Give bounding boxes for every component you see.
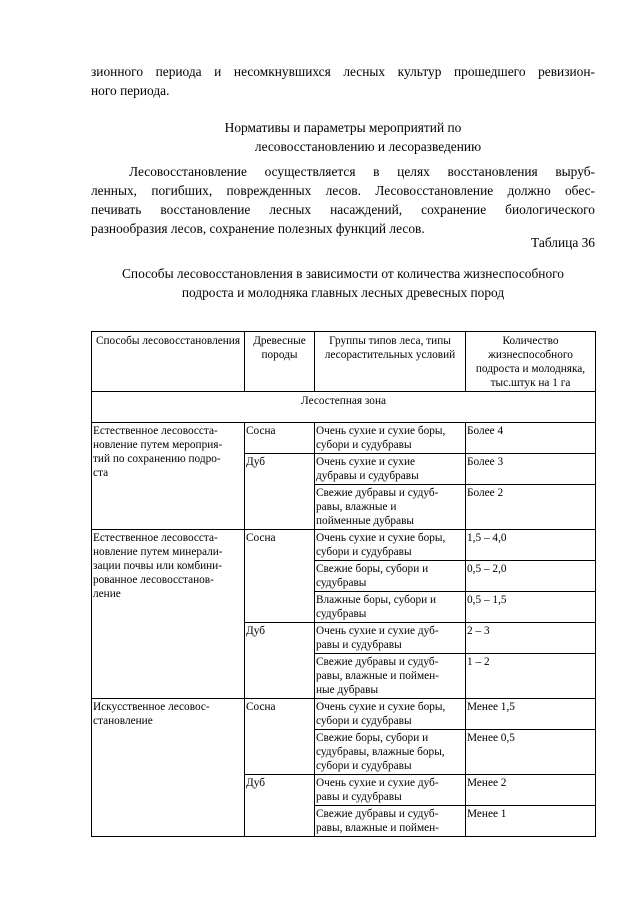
forest-type-cell: Очень сухие и сухие дуб- равы и судубравы xyxy=(315,623,466,654)
text-line: зионного периода и несомкнувшихся лесных культур прошедшего ревизион- xyxy=(91,64,595,79)
species-cell: Дуб xyxy=(245,454,315,530)
body-paragraph xyxy=(91,162,595,238)
section-heading-line: Нормативы и параметры мероприятий по xyxy=(224,120,462,135)
table-row xyxy=(92,530,596,561)
forest-type-cell: Очень сухие и сухие боры, субори и судубравы xyxy=(315,530,466,561)
quantity-cell: Менее 1 xyxy=(466,806,596,837)
header-quantity: Количество жизнеспособного подроста и молодняка, тыс.штук на 1 га xyxy=(466,332,596,392)
text-line: разнообразия лесов, сохранение полезных функций лесов. xyxy=(91,221,425,236)
quantity-cell: Менее 0,5 xyxy=(466,730,596,775)
forest-type-cell: Очень сухие и сухие боры, субори и судубравы xyxy=(315,423,466,454)
forest-type-cell: Очень сухие и сухие боры, субори и судубравы xyxy=(315,699,466,730)
table-title xyxy=(91,264,595,302)
intro-paragraph xyxy=(91,62,595,100)
species-cell: Дуб xyxy=(245,623,315,699)
text-line: Лесовосстановление осуществляется в целях восстановления выруб- xyxy=(129,164,595,179)
table-title-line: Способы лесовосстановления в зависимости от количества жизнеспособного xyxy=(121,266,565,281)
forest-type-cell: Свежие дубравы и судуб- равы, влажные и поймен- xyxy=(315,806,466,837)
method-cell: Искусственное лесовос- становление xyxy=(92,699,245,837)
quantity-cell: Менее 2 xyxy=(466,775,596,806)
text-line: ленных, погибших, поврежденных лесов. Лесовосстановление должно обес- xyxy=(91,183,595,198)
table-row xyxy=(92,699,596,730)
quantity-cell: 1 – 2 xyxy=(466,654,596,699)
section-heading-line: лесовосстановлению и лесоразведению xyxy=(254,139,482,154)
quantity-cell: 0,5 – 1,5 xyxy=(466,592,596,623)
forest-type-cell: Свежие дубравы и судуб- равы, влажные и пойменные дубравы xyxy=(315,485,466,530)
section-heading xyxy=(91,118,595,156)
method-cell: Естественное лесовосста- новление путем минерали- зации почвы или комбини- рованное лесовосстанов- ление xyxy=(92,530,245,699)
quantity-cell: Менее 1,5 xyxy=(466,699,596,730)
method-cell: Естественное лесовосста- новление путем мероприя- тий по сохранению подро- ста xyxy=(92,423,245,530)
quantity-cell: Более 4 xyxy=(466,423,596,454)
zone-row xyxy=(92,392,596,423)
table-row xyxy=(92,423,596,454)
header-method: Способы лесовосстановления xyxy=(92,332,245,392)
header-forest-type: Группы типов леса, типы лесорастительных условий xyxy=(315,332,466,392)
quantity-cell: 2 – 3 xyxy=(466,623,596,654)
reforestation-table xyxy=(91,331,596,837)
forest-type-cell: Влажные боры, субори и судубравы xyxy=(315,592,466,623)
species-cell: Дуб xyxy=(245,775,315,837)
forest-type-cell: Очень сухие и сухие дуб- равы и судубравы xyxy=(315,775,466,806)
quantity-cell: 0,5 – 2,0 xyxy=(466,561,596,592)
table-header-row xyxy=(92,332,596,392)
quantity-cell: Более 3 xyxy=(466,454,596,485)
quantity-cell: Более 2 xyxy=(466,485,596,530)
forest-type-cell: Свежие дубравы и судуб- равы, влажные и поймен- ные дубравы xyxy=(315,654,466,699)
forest-type-cell: Свежие боры, субори и судубравы xyxy=(315,561,466,592)
species-cell: Сосна xyxy=(245,530,315,623)
text-line: печивать восстановление лесных насаждений, сохранение биологического xyxy=(91,202,595,217)
quantity-cell: 1,5 – 4,0 xyxy=(466,530,596,561)
table-label: Таблица 36 xyxy=(531,235,595,250)
table-title-line: подроста и молодняка главных лесных древесных пород xyxy=(181,285,505,300)
species-cell: Сосна xyxy=(245,699,315,775)
forest-type-cell: Очень сухие и сухие дубравы и судубравы xyxy=(315,454,466,485)
forest-type-cell: Свежие боры, субори и судубравы, влажные боры, субори и судубравы xyxy=(315,730,466,775)
zone-label: Лесостепная зона xyxy=(92,392,596,423)
text-line: ного периода. xyxy=(91,83,170,98)
species-cell: Сосна xyxy=(245,423,315,454)
header-species: Древесные породы xyxy=(245,332,315,392)
